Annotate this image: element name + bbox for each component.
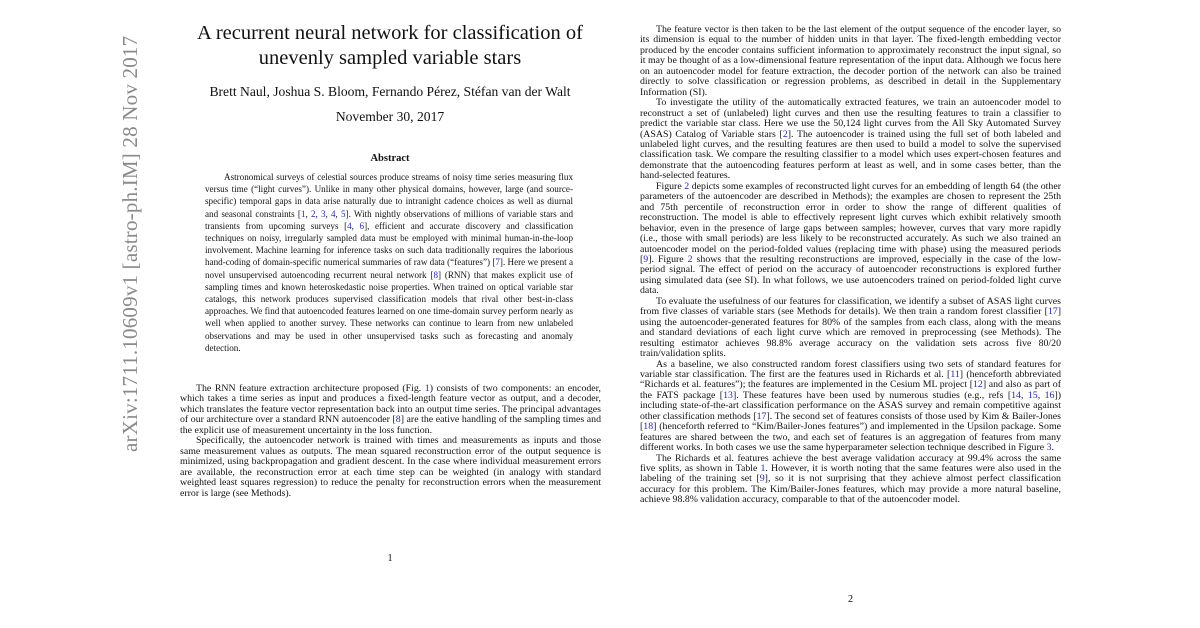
text-run: , (1020, 389, 1028, 401)
text-run: Specifically, the autoencoder network is trained with times and measurements as inputs and those same measurement values as outputs. The mean squared reconstruction error of the output sequence is minimized, using backpropagation and gradient descent. In the case where individual measurement errors are available, the reconstruction error at each time step can be weighted (in analogy with standard weighted least squares regression) to reduce the penalty for reconstruction errors when the measurement error is large (see Methods). (180, 435, 601, 499)
citation-link[interactable]: 2 (684, 180, 690, 192)
text-run: To investigate the utility of the automatically extracted features, we train an autoencoder model to reconstruct a set of (unlabeled) light curves and then use the resulting features to train a classifier to predict the variable star class. Here we use the 50,124 light curves from the All Sky Automated Survey (ASAS) Catalog of Variable stars [ (640, 97, 1061, 140)
abstract-heading: Abstract (370, 153, 410, 164)
citation-link[interactable]: 9 (643, 253, 649, 265)
text-run: ] are the eative handling of the sampling times and the explicit use of measurement uncertainty in the loss function. (180, 414, 602, 436)
citation-link[interactable]: 1 (300, 208, 306, 219)
text-run: ]) including state-of-the-art classification performance on the ASAS survey and remain competitive against other classification methods [ (640, 389, 1062, 422)
paper-title: A recurrent neural network for classification of unevenly sampled variable stars (197, 22, 583, 69)
text-run: depicts some examples of reconstructed light curves for an embedding of length 64 (the other parameters of the autoencoder are described in Methods); the examples are chosen to represent the 25th and 75th percentile of reconstruction error in order to show the range of different qualities of reconstruction. The model is able to effectively represent light curves which exhibit relatively smooth behavior, even in the presence of large gaps between samples; however, curves that vary more rapidly (i.e., those with small periods) are less likely to be reconstructed accurately. As such we also trained an autoencoder model on the period-folded values (replacing time with phase) using the measured periods [ (640, 180, 1061, 265)
citation-link[interactable]: 7 (495, 257, 500, 268)
citation-link[interactable]: 17 (756, 410, 767, 422)
paragraph (640, 297, 1061, 360)
citation-link[interactable]: 14 (1011, 389, 1021, 401)
paragraph (180, 384, 601, 436)
text-run: ] (RNN) that makes explicit use of sampling times and known heteroskedastic noise properties. When trained on optical variable star catalogs, this network produces supervised classification models that rival other best-in-class approaches. We find that autoencoded features learned on one time-domain survey perform nearly as well when applied to another survey. These networks can continue to learn from new unlabeled observations and may be used in other unsupervised tasks such as forecasting and anomaly detection. (205, 269, 573, 353)
text-run: ) consists of two components: an encoder, which takes a time series as input and produces a fixed-length feature vector as output, and a decoder, which translates the feature vector representation back into an output time series. The principal advantages of our architecture over a standard RNN autoencoder [ (180, 383, 601, 426)
page-2 (600, 0, 1200, 628)
citation-link[interactable]: 18 (643, 421, 654, 433)
text-run: , (325, 208, 331, 219)
page-number: 1 (387, 553, 393, 564)
text-run: , (1037, 389, 1045, 401)
text-run: . However, it is worth noting that the same features were also used in the labeling of the training set [ (640, 463, 1061, 485)
abstract-text (205, 171, 573, 354)
text-run: The Richards et al. features achieve the best average validation accuracy at 99.4% across the same five splits, as shown in Table (640, 452, 1061, 475)
citation-link[interactable]: 2 (782, 128, 788, 140)
page-1-body (180, 384, 601, 499)
citation-link[interactable]: 11 (950, 368, 960, 380)
text-run: ]. Here we present a novel unsupervised autoencoding recurrent neural network [ (205, 257, 573, 280)
citation-link[interactable]: 15 (1027, 389, 1038, 401)
citation-link[interactable]: 13 (723, 389, 733, 401)
text-run: , (351, 220, 360, 231)
text-run: ]. With nightly observations of millions of variable stars and transients from upcoming surveys [ (205, 208, 574, 231)
citation-link[interactable]: 8 (433, 269, 438, 280)
citation-link[interactable]: 4 (331, 208, 336, 219)
text-run: ] using the autoencoder-generated features for 80% of the samples from each class, along with the means and standard deviations of each light curve which are removed in preprocessing (see Methods). The resulting estimator achieves 98.8% average accuracy on the validation sets across five 80/20 train/validation splits. (640, 306, 1061, 360)
text-run: ] and also as part of the FATS package [ (640, 379, 1061, 401)
text-run: , (315, 208, 321, 219)
text-run: ] (henceforth abbreviated “Richards et al. features”); the features are implemented in the Cesium ML project [ (640, 368, 1061, 391)
text-run: The RNN feature extraction architecture proposed (Fig. (196, 383, 425, 394)
text-run: , (305, 208, 311, 219)
paragraph (640, 182, 1061, 297)
citation-link[interactable]: 8 (395, 414, 401, 426)
citation-link[interactable]: 2 (687, 253, 693, 265)
paragraph (640, 360, 1061, 454)
citation-link[interactable]: 3 (1046, 442, 1052, 454)
text-run: ], so it is not surprising that they achieve almost perfect classification accuracy for this problem. The Kim/Bailer-Jones features, which may provide a more natural baseline, achieve 98.8% validation accuracy, comparable to that of the autoencoder model. (640, 473, 1061, 506)
citation-link[interactable]: 1 (424, 383, 430, 394)
text-run: ]. The second set of features consists of those used by Kim & Bailer-Jones [ (640, 410, 1061, 433)
citation-link[interactable]: 1 (760, 463, 766, 475)
text-run: , (335, 208, 342, 219)
arxiv-identifier[interactable]: arXiv:1711.10609v1 [astro-ph.IM] 28 Nov 2017 (118, 35, 142, 452)
text-run: Astronomical surveys of celestial sources produce streams of noisy time series measuring flux versus time (“light curves”). Unlike in many other physical domains, however, large (and source-specific) temporal gaps in data arise naturally due to intranight cadence choices as well as diurnal and seasonal constraints [ (205, 172, 573, 219)
citation-link[interactable]: 4 (347, 220, 352, 231)
citation-link[interactable]: 9 (759, 473, 765, 485)
page-2-body (640, 25, 1061, 506)
text-run: shows that the resulting reconstructions are improved, especially in the case of the low-period signal. The effect of period on the accuracy of autoencoder reconstructions is explored further using simulated data (see SI). In what follows, we use autoencoders trained on period-folded light curve data. (640, 253, 1061, 297)
text-run: ]. These features have been used by numerous studies (e.g., refs [ (732, 389, 1012, 401)
text-run: Figure (656, 180, 685, 192)
citation-link[interactable]: 12 (973, 379, 983, 391)
text-run: . (1051, 442, 1054, 454)
citation-link[interactable]: 16 (1044, 389, 1055, 401)
text-run: ], efficient and accurate discovery and classification techniques on noisy, irregularly sampled data must be employed with minimal human-in-the-loop involvement. Machine learning for inference tasks on such data traditionally requires the laborious hand-coding of domain-specific numerical summaries of raw data (“features”) [ (205, 220, 573, 268)
text-run: ]. Figure (648, 253, 688, 265)
text-run: ]. The autoencoder is trained using the full set of both labeled and unlabeled light curves, and the resulting features are then used to build a model to solve the supervised classification task. We compare the resulting classifier to a model which uses expert-chosen features and demonstrate that the autoencoding features perform at least as well, and in some cases better, than the hand-selected features. (640, 128, 1061, 182)
text-run: The feature vector is then taken to be the last element of the output sequence of the encoder layer, so its dimension is equal to the number of hidden units in that layer. The fixed-length embedding vector produced by the encoder contains sufficient information to approximately reconstruct the input signal, so it may be thought of as a low-dimensional feature representation of the input data. Although we focus here on an autoencoder model for feature extraction, the decoder portion of the network can also be trained directly to solve classification or regression problems, as described in detail in the Supplementary Information (SI). (640, 24, 1061, 98)
paragraph (180, 436, 601, 499)
citation-link[interactable]: 6 (359, 220, 365, 231)
citation-link[interactable]: 17 (1047, 306, 1058, 318)
paragraph (640, 98, 1061, 182)
text-run: To evaluate the usefulness of our features for classification, we identify a subset of ASAS light curves from five classes of variable stars (see Methods for details). We then train a random forest classifier [ (640, 295, 1061, 318)
author-list: Brett Naul, Joshua S. Bloom, Fernando Pérez, Stéfan van der Walt (209, 84, 571, 99)
citation-link[interactable]: 3 (320, 208, 326, 219)
text-run: ] (henceforth referred to “Kim/Bailer-Jones features”) and implemented in the Upsilon package. Some features are shared between the two, and each set of features is an aggregation of features from many different works. In both cases we use the same hyperparameter selection technique described in Figure (640, 421, 1061, 454)
text-run: As a baseline, we also constructed random forest classifiers using two sets of standard features for variable star classification. The first are the features used in Richards et al. [ (640, 358, 1061, 380)
citation-link[interactable]: 5 (341, 208, 346, 219)
paragraph (640, 454, 1061, 506)
publication-date: November 30, 2017 (335, 109, 445, 124)
page-number: 2 (847, 594, 854, 605)
citation-link[interactable]: 2 (310, 208, 316, 219)
abstract (205, 171, 573, 354)
paragraph (640, 25, 1061, 98)
